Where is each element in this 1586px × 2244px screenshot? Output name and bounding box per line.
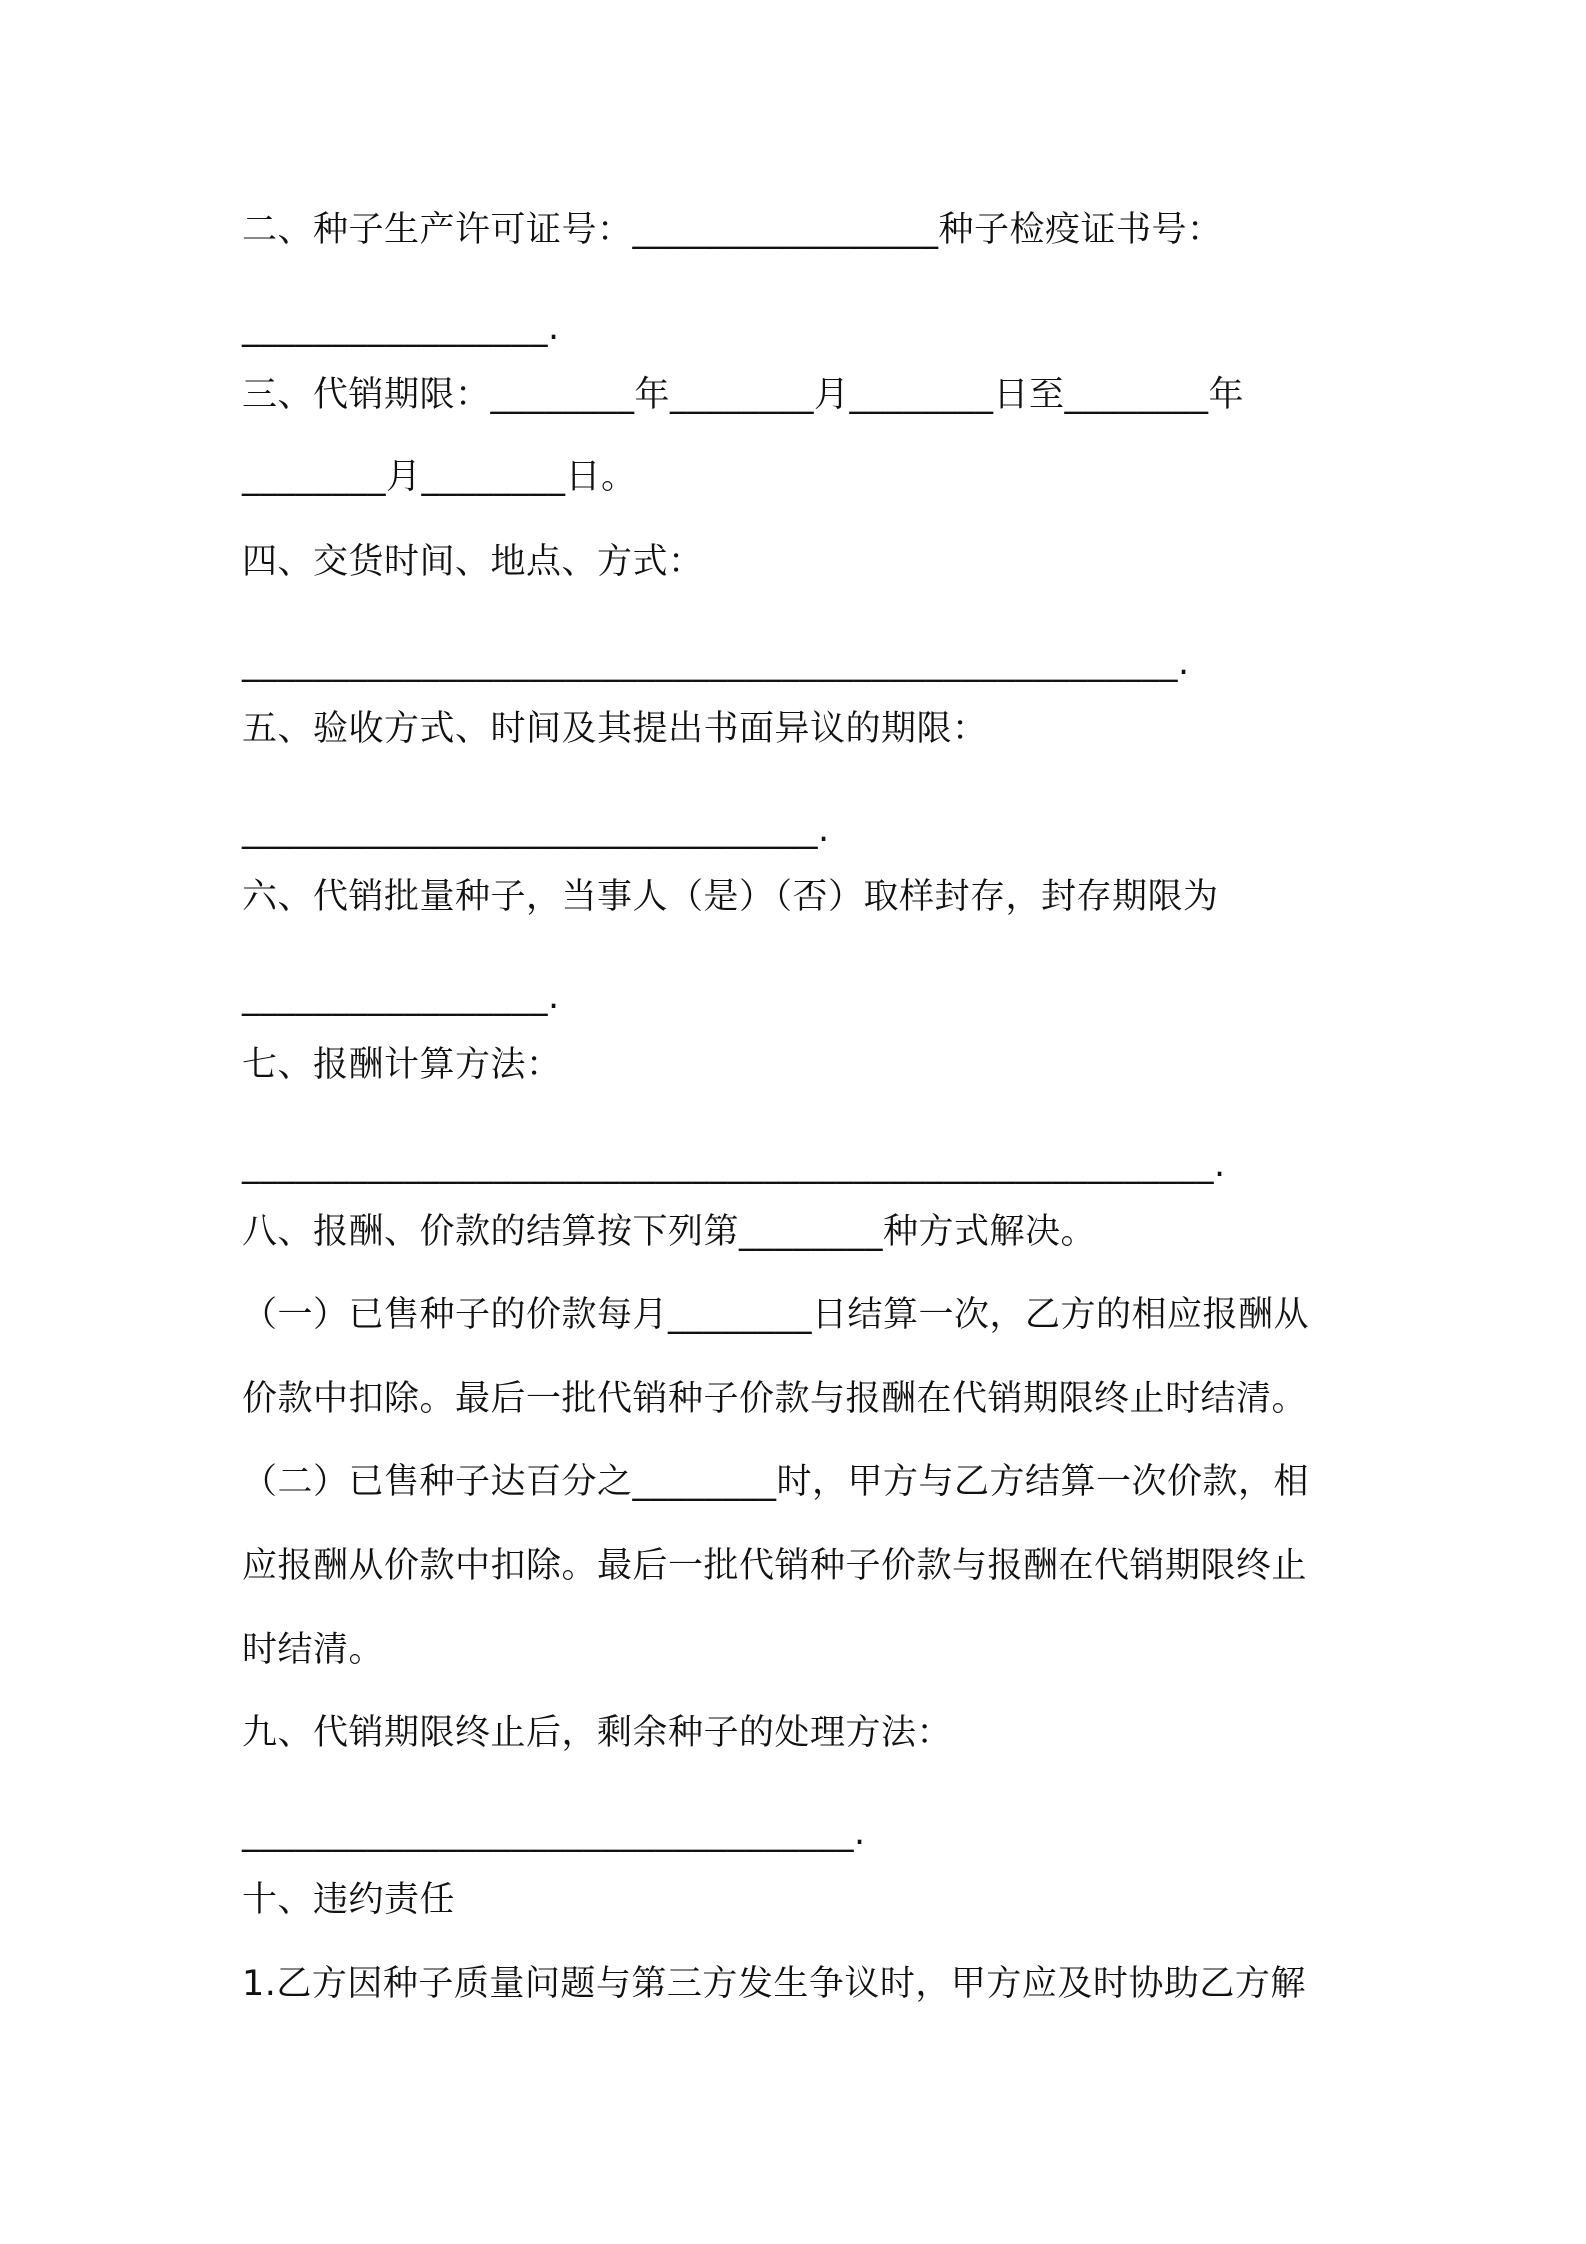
- clause-7-remuneration-line: 七、报酬计算方法：: [242, 1045, 562, 1085]
- clause-8-option-1-line: （一）已售种子的价款每月________日结算一次，乙方的相应报酬从: [242, 1295, 1310, 1335]
- clause-2-license-line: 二、种子生产许可证号：_________________种子检疫证书号：: [242, 210, 1223, 250]
- clause-5-acceptance-line: 五、验收方式、时间及其提出书面异议的期限：: [242, 709, 988, 749]
- clause-4-blank-line: ____________________________________________________.: [242, 643, 1190, 683]
- clause-6-blank-line: _________________.: [242, 977, 560, 1017]
- clause-3-period-continued: ________月________日。: [242, 457, 637, 497]
- clause-9-remaining-line: 九、代销期限终止后，剩余种子的处理方法：: [242, 1713, 953, 1753]
- clause-8-option-2-line: （二）已售种子达百分之________时，甲方与乙方结算一次价款，相: [242, 1462, 1310, 1502]
- clause-7-blank-line: ______________________________________________________.: [242, 1145, 1226, 1185]
- clause-2-blank-line: _________________.: [242, 308, 560, 348]
- clause-10-item-1-line: 1.乙方因种子质量问题与第三方发生争议时，甲方应及时协助乙方解: [242, 1964, 1306, 2004]
- clause-8-option-2-end: 时结清。: [242, 1630, 385, 1670]
- clause-8-option-2-continued: 应报酬从价款中扣除。最后一批代销种子价款与报酬在代销期限终止: [242, 1546, 1308, 1586]
- clause-5-blank-line: ________________________________.: [242, 810, 830, 850]
- clause-8-settlement-line: 八、报酬、价款的结算按下列第________种方式解决。: [242, 1212, 1097, 1252]
- clause-4-delivery-line: 四、交货时间、地点、方式：: [242, 542, 704, 582]
- clause-3-period-line: 三、代销期限：________年________月________日至________年: [242, 375, 1245, 415]
- clause-6-sample-line: 六、代销批量种子，当事人（是）（否）取样封存，封存期限为: [242, 877, 1219, 917]
- clause-10-heading: 十、违约责任: [242, 1880, 456, 1920]
- clause-9-blank-line: __________________________________.: [242, 1813, 866, 1853]
- clause-8-option-1-continued: 价款中扣除。最后一批代销种子价款与报酬在代销期限终止时结清。: [242, 1379, 1308, 1419]
